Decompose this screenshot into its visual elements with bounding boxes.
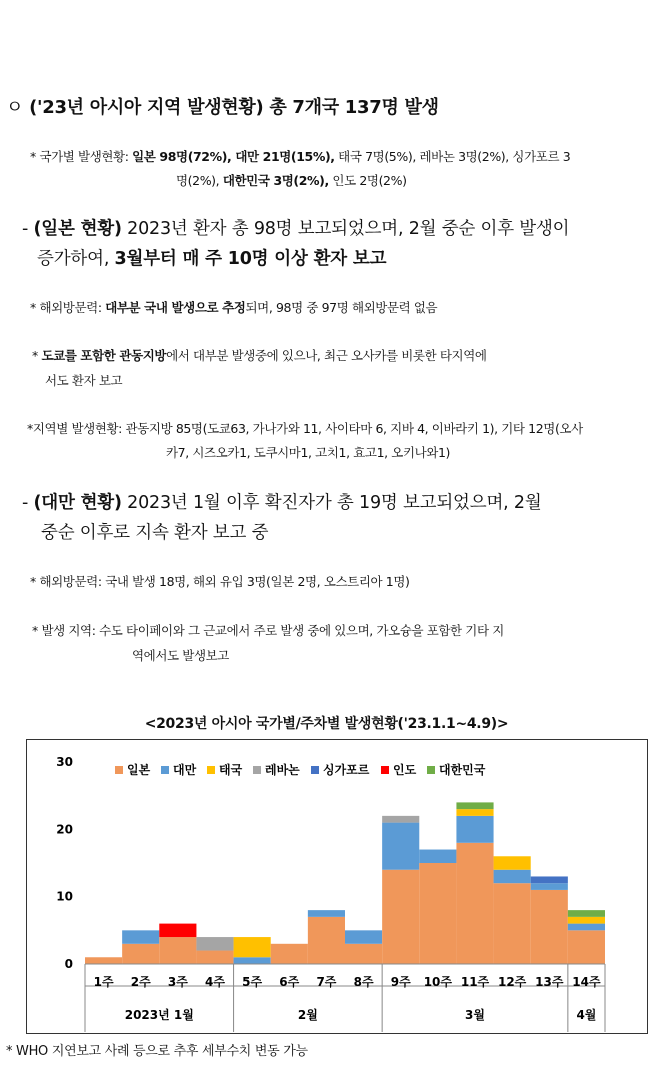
bar-segment — [568, 930, 605, 964]
x-tick-label: 1주 — [93, 975, 114, 989]
bar-segment — [308, 917, 345, 964]
bar-segment — [85, 957, 122, 964]
japan-tokyo-note-line2: 서도 환자 보고 — [45, 373, 123, 388]
bar-segment — [382, 870, 419, 964]
x-tick-label: 2주 — [130, 975, 151, 989]
taiwan-area-note-line2: 역에서도 발생보고 — [132, 648, 229, 663]
bar-segment — [308, 910, 345, 917]
bar-segment — [494, 870, 531, 883]
bar-segment — [456, 802, 493, 809]
country-note-line2: 명(2%), 대한민국 3명(2%), 인도 2명(2%) — [176, 173, 407, 188]
japan-line1: - (일본 현황) 2023년 환자 총 98명 보고되었으며, 2월 중순 이후 발생이 — [22, 219, 570, 239]
legend-label: 인도 — [393, 763, 417, 777]
bar-segment — [345, 930, 382, 943]
x-tick-label: 4주 — [205, 975, 225, 989]
japan-region-note: *지역별 발생현황: 관동지방 85명(도쿄63, 가나가와 11, 사이타마 6, 지바 4, 이바라키 1), 기타 12명(오사 — [27, 421, 583, 436]
x-tick-label: 11주 — [460, 975, 490, 989]
x-tick-label: 14주 — [572, 975, 601, 989]
x-tick-label: 9주 — [390, 975, 411, 989]
taiwan-line2: 중순 이후로 지속 환자 보고 중 — [41, 523, 269, 543]
legend-swatch — [427, 766, 435, 774]
x-tick-label: 3주 — [167, 975, 188, 989]
bar-segment — [531, 876, 568, 883]
bar-segment — [122, 930, 159, 943]
bar-segment — [494, 883, 531, 964]
bar-segment — [345, 944, 382, 964]
legend-swatch — [311, 766, 319, 774]
bar-segment — [531, 883, 568, 890]
x-tick-label: 8주 — [353, 975, 374, 989]
taiwan-area-note: * 발생 지역: 수도 타이페이와 그 근교에서 주로 발생 중에 있으며, 가오슝을 포함한 기타 지 — [32, 623, 504, 638]
legend-label: 레바논 — [265, 763, 300, 777]
month-group-label: 2023년 1월 — [124, 1008, 194, 1022]
legend-label: 싱가포르 — [323, 763, 370, 777]
bar-segment — [456, 816, 493, 843]
japan-line2: 증가하여, 3월부터 매 주 10명 이상 환자 보고 — [37, 249, 387, 269]
legend-swatch — [115, 766, 123, 774]
taiwan-line1: - (대만 현황) 2023년 1월 이후 확진자가 총 19명 보고되었으며, 2월 — [22, 493, 542, 513]
chart-frame — [26, 739, 648, 1034]
chart-title: <2023년 아시아 국가별/주차별 발생현황('23.1.1~4.9)> — [144, 716, 509, 732]
x-tick-label: 12주 — [497, 975, 527, 989]
bar-segment — [122, 944, 159, 964]
bar-segment — [494, 856, 531, 869]
month-group-label: 2월 — [297, 1008, 318, 1022]
y-tick-label: 10 — [56, 889, 73, 904]
month-group-label: 3월 — [465, 1008, 485, 1022]
legend-swatch — [381, 766, 389, 774]
bar-segment — [196, 951, 233, 964]
section-heading — [6, 93, 439, 119]
x-tick-label: 6주 — [279, 975, 300, 989]
y-tick-label: 0 — [64, 957, 73, 971]
x-tick-label: 10주 — [423, 975, 453, 989]
japan-region-note-line2: 카7, 시즈오카1, 도쿠시마1, 고치1, 효고1, 오키나와1) — [166, 445, 451, 460]
bar-segment — [419, 863, 456, 964]
bar-segment — [159, 937, 196, 964]
heading-text: ('23년 아시아 지역 발생현황) 총 7개국 137명 발생 — [29, 97, 439, 118]
bar-segment — [568, 917, 605, 924]
legend-label: 대한민국 — [439, 763, 486, 777]
x-tick-label: 5주 — [242, 975, 263, 989]
bar-segment — [271, 944, 308, 964]
footnote: * WHO 지연보고 사례 등으로 추후 세부수치 변동 가능 — [6, 1044, 308, 1059]
circle-bullet: ㅇ — [6, 97, 24, 118]
bar-segment — [531, 890, 568, 964]
x-tick-label: 7주 — [316, 975, 337, 989]
y-tick-label: 20 — [56, 822, 73, 837]
star-bullet: * — [30, 149, 36, 164]
bar-segment — [382, 823, 419, 870]
bar-segment — [419, 850, 456, 863]
country-note: * 국가별 발생현황: 일본 98명(72%), 대만 21명(15%), 태국 7명(5%), 레바논 3명(2%), 싱가포르 3 — [30, 149, 571, 164]
legend-swatch — [253, 766, 261, 774]
x-tick-label: 13주 — [535, 975, 564, 989]
legend-label: 대만 — [173, 763, 197, 777]
y-tick-label: 30 — [56, 755, 73, 769]
legend-swatch — [207, 766, 215, 774]
bar-segment — [382, 816, 419, 823]
bar-segment — [234, 957, 271, 964]
bar-segment — [234, 937, 271, 957]
month-group-label: 4월 — [576, 1008, 597, 1022]
bar-segment — [456, 809, 493, 816]
japan-tokyo-note: * 도쿄를 포함한 관동지방에서 대부분 발생중에 있으나, 최근 오사카를 비롯한 타지역에 — [32, 348, 487, 363]
bar-segment — [568, 910, 605, 917]
bar-segment — [456, 843, 493, 964]
japan-origin-note: * 해외방문력: 대부분 국내 발생으로 추정되며, 98명 중 97명 해외방문력 없음 — [30, 300, 438, 315]
stacked-bar-chart — [27, 740, 647, 1033]
bar-segment — [196, 937, 233, 950]
taiwan-origin-note: * 해외방문력: 국내 발생 18명, 해외 유입 3명(일본 2명, 오스트리아 1명) — [30, 574, 410, 589]
bar-segment — [568, 924, 605, 931]
legend-swatch — [161, 766, 169, 774]
bar-segment — [159, 924, 196, 937]
legend-label: 태국 — [219, 763, 243, 777]
legend-label: 일본 — [127, 763, 151, 777]
